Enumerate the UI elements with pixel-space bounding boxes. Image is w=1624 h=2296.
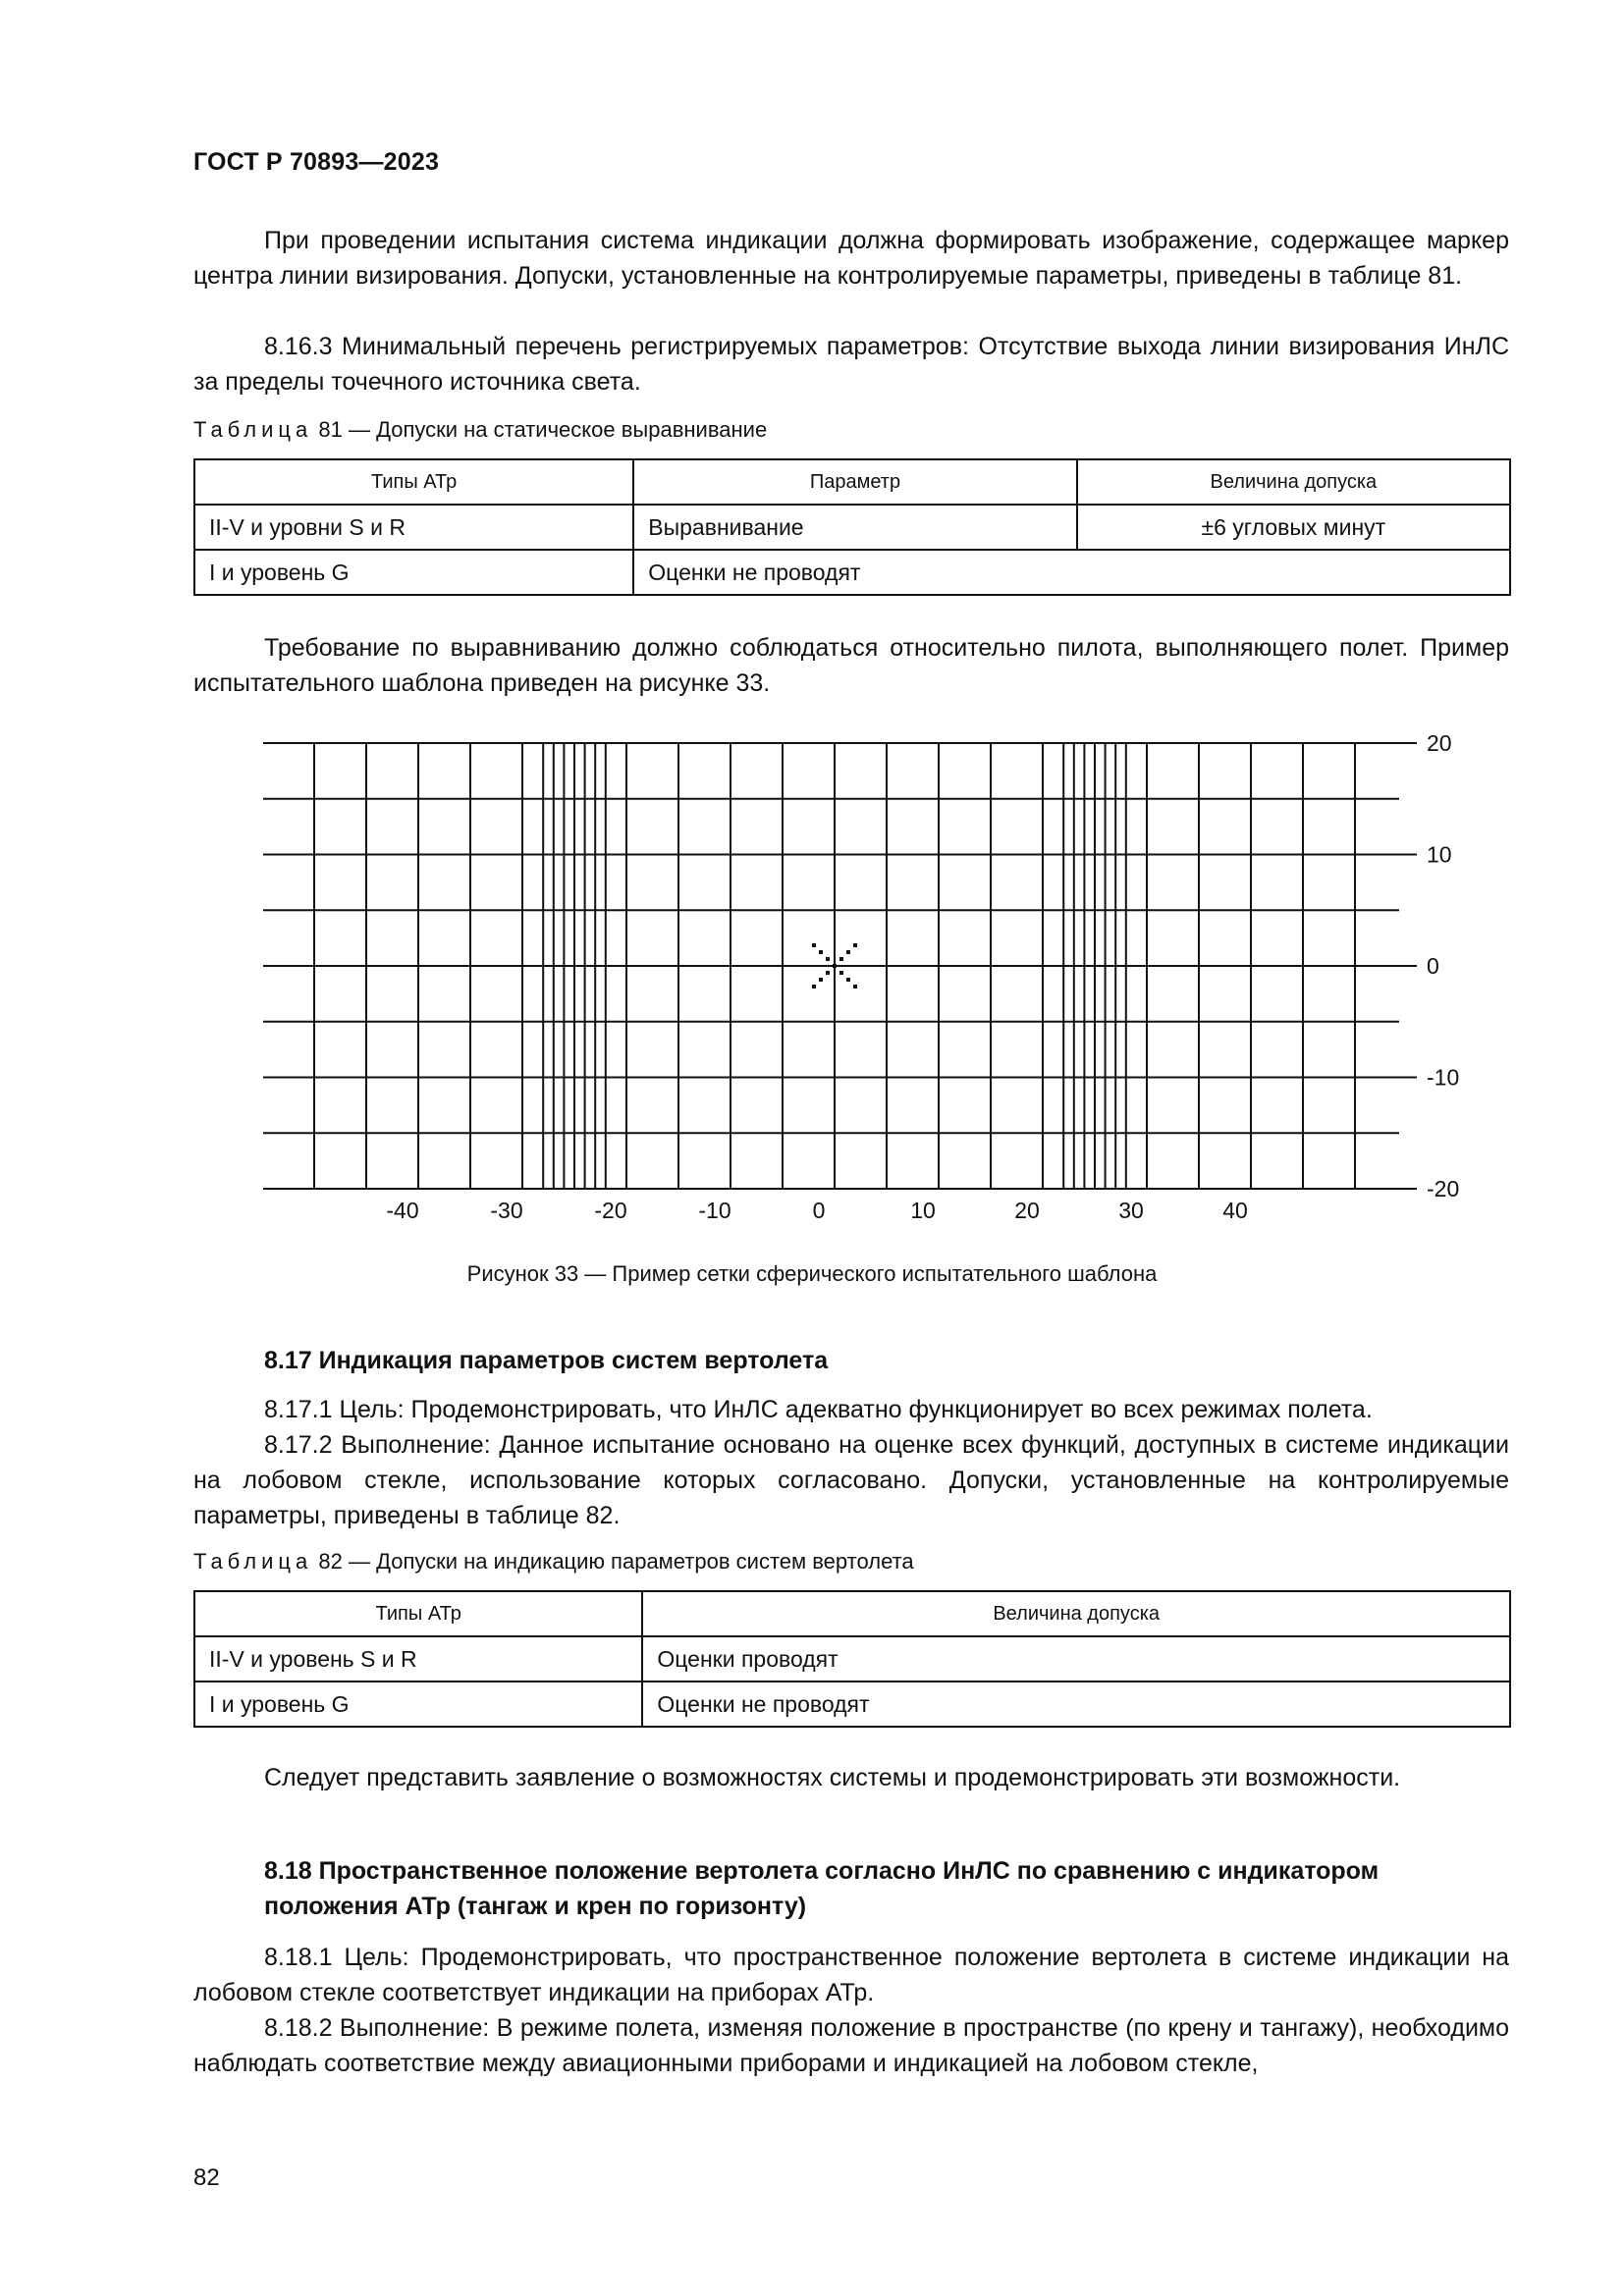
x-tick-label: 40 [1222,1198,1248,1223]
table-row [194,505,1510,550]
page-number: 82 [193,2164,220,2191]
center-marker-dot [819,978,823,982]
paragraph-8-16-3: 8.16.3 Минимальный перечень регистрируемых параметров: Отсутствие выхода линии визирования ИнЛС за пределы точечного источника света. [193,333,1509,396]
center-marker-dot [839,957,843,961]
table-header-cell: Типы АТр [194,1591,642,1636]
table-cell: II-V и уровни S и R [194,505,633,550]
x-tick-label: 30 [1118,1198,1144,1223]
table-row [194,1636,1510,1682]
center-marker-dot [826,957,830,961]
table81 [193,458,1511,596]
table-header-row [194,459,1510,505]
paragraph-statement: Следует представить заявление о возможностях системы и продемонстрировать эти возможности. [264,1764,1401,1791]
figure33-caption: Рисунок 33 — Пример сетки сферического испытательного шаблона [466,1261,1158,1286]
table82 [193,1590,1511,1728]
table-header-cell: Величина допуска [1077,459,1510,505]
x-tick-label: -30 [490,1198,523,1223]
table-cell: Оценки не проводят [642,1682,1510,1727]
table-cell: II-V и уровень S и R [194,1636,642,1682]
x-tick-label: 0 [812,1198,826,1223]
table81-caption-prefix: Таблица [193,417,313,442]
table-cell: Оценки не проводят [633,550,1510,595]
center-marker-dot [846,950,850,954]
center-marker-dot [812,943,816,947]
table82-caption-rest: 82 — Допуски на индикацию параметров систем вертолета [312,1549,914,1574]
x-tick-label: -20 [594,1198,627,1223]
document-header: ГОСТ Р 70893—2023 [193,148,440,176]
table-cell: Выравнивание [633,505,1076,550]
center-marker-dot [853,985,857,988]
table81-caption [193,417,767,443]
table-header-cell: Типы АТр [194,459,633,505]
center-marker-dot [853,943,857,947]
paragraph-8-17-1: 8.17.1 Цель: Продемонстрировать, что ИнЛС адекватно функционирует во всех режимах полета. [264,1396,1373,1423]
center-marker-dot [839,971,843,975]
table-cell: Оценки проводят [642,1636,1510,1682]
paragraph-8-18-1: 8.18.1 Цель: Продемонстрировать, что пространственное положение вертолета в системе индикации на лобовом стекле соответствует индикации на приборах АТр. [193,1944,1509,2006]
paragraph-8-18-2: 8.18.2 Выполнение: В режиме полета, изменяя положение в пространстве (по крену и тангажу), необходимо наблюдать соответствие между авиационными приборами и индикацией на лобовом стекле, [193,2014,1509,2077]
center-marker-dot [846,978,850,982]
y-tick-label: 20 [1427,730,1452,756]
table-header-row [194,1591,1510,1636]
section-8-18-heading: 8.18 Пространственное положение вертолета согласно ИнЛС по сравнению с индикатором положения АТр (тангаж и крен по горизонту) [264,1857,1380,1920]
table-cell: I и уровень G [194,1682,642,1727]
y-tick-label: -20 [1427,1176,1460,1201]
table-row [194,550,1510,595]
table-header-cell: Параметр [633,459,1076,505]
spherical-test-grid-figure [255,726,1460,1227]
center-marker-dot [826,971,830,975]
x-tick-label: -10 [698,1198,731,1223]
y-tick-label: 0 [1427,953,1439,979]
table-cell: I и уровень G [194,550,633,595]
table82-caption-prefix: Таблица [193,1549,313,1574]
table81-caption-rest: 81 — Допуски на статическое выравнивание [312,417,768,442]
center-marker-dot [812,985,816,988]
center-marker-dot [833,964,837,968]
x-tick-label: 10 [910,1198,936,1223]
y-tick-label: 10 [1427,841,1452,868]
paragraph-alignment: Требование по выравниванию должно соблюдаться относительно пилота, выполняющего полет. Пример испытательного шаблона приведен на рисунке 33. [193,634,1509,697]
table-header-cell: Величина допуска [642,1591,1510,1636]
x-tick-label: 20 [1014,1198,1040,1223]
section-8-17-heading: 8.17 Индикация параметров систем вертолета [264,1347,829,1374]
intro-paragraph: При проведении испытания система индикации должна формировать изображение, содержащее маркер центра линии визирования. Допуски, установленные на контролируемые параметры, приведены в таблице 81. [193,227,1509,290]
y-tick-label: -10 [1427,1064,1460,1091]
table-row [194,1682,1510,1727]
center-marker-dot [819,950,823,954]
table82-caption [193,1549,914,1575]
x-tick-label: -40 [386,1198,419,1223]
paragraph-8-17-2: 8.17.2 Выполнение: Данное испытание основано на оценке всех функций, доступных в системе индикации на лобовом стекле, использование которых согласовано. Допуски, установленные на контролируемые параметры, приведены в таблице 82. [193,1431,1509,1529]
table-cell: ±6 угловых минут [1077,505,1510,550]
